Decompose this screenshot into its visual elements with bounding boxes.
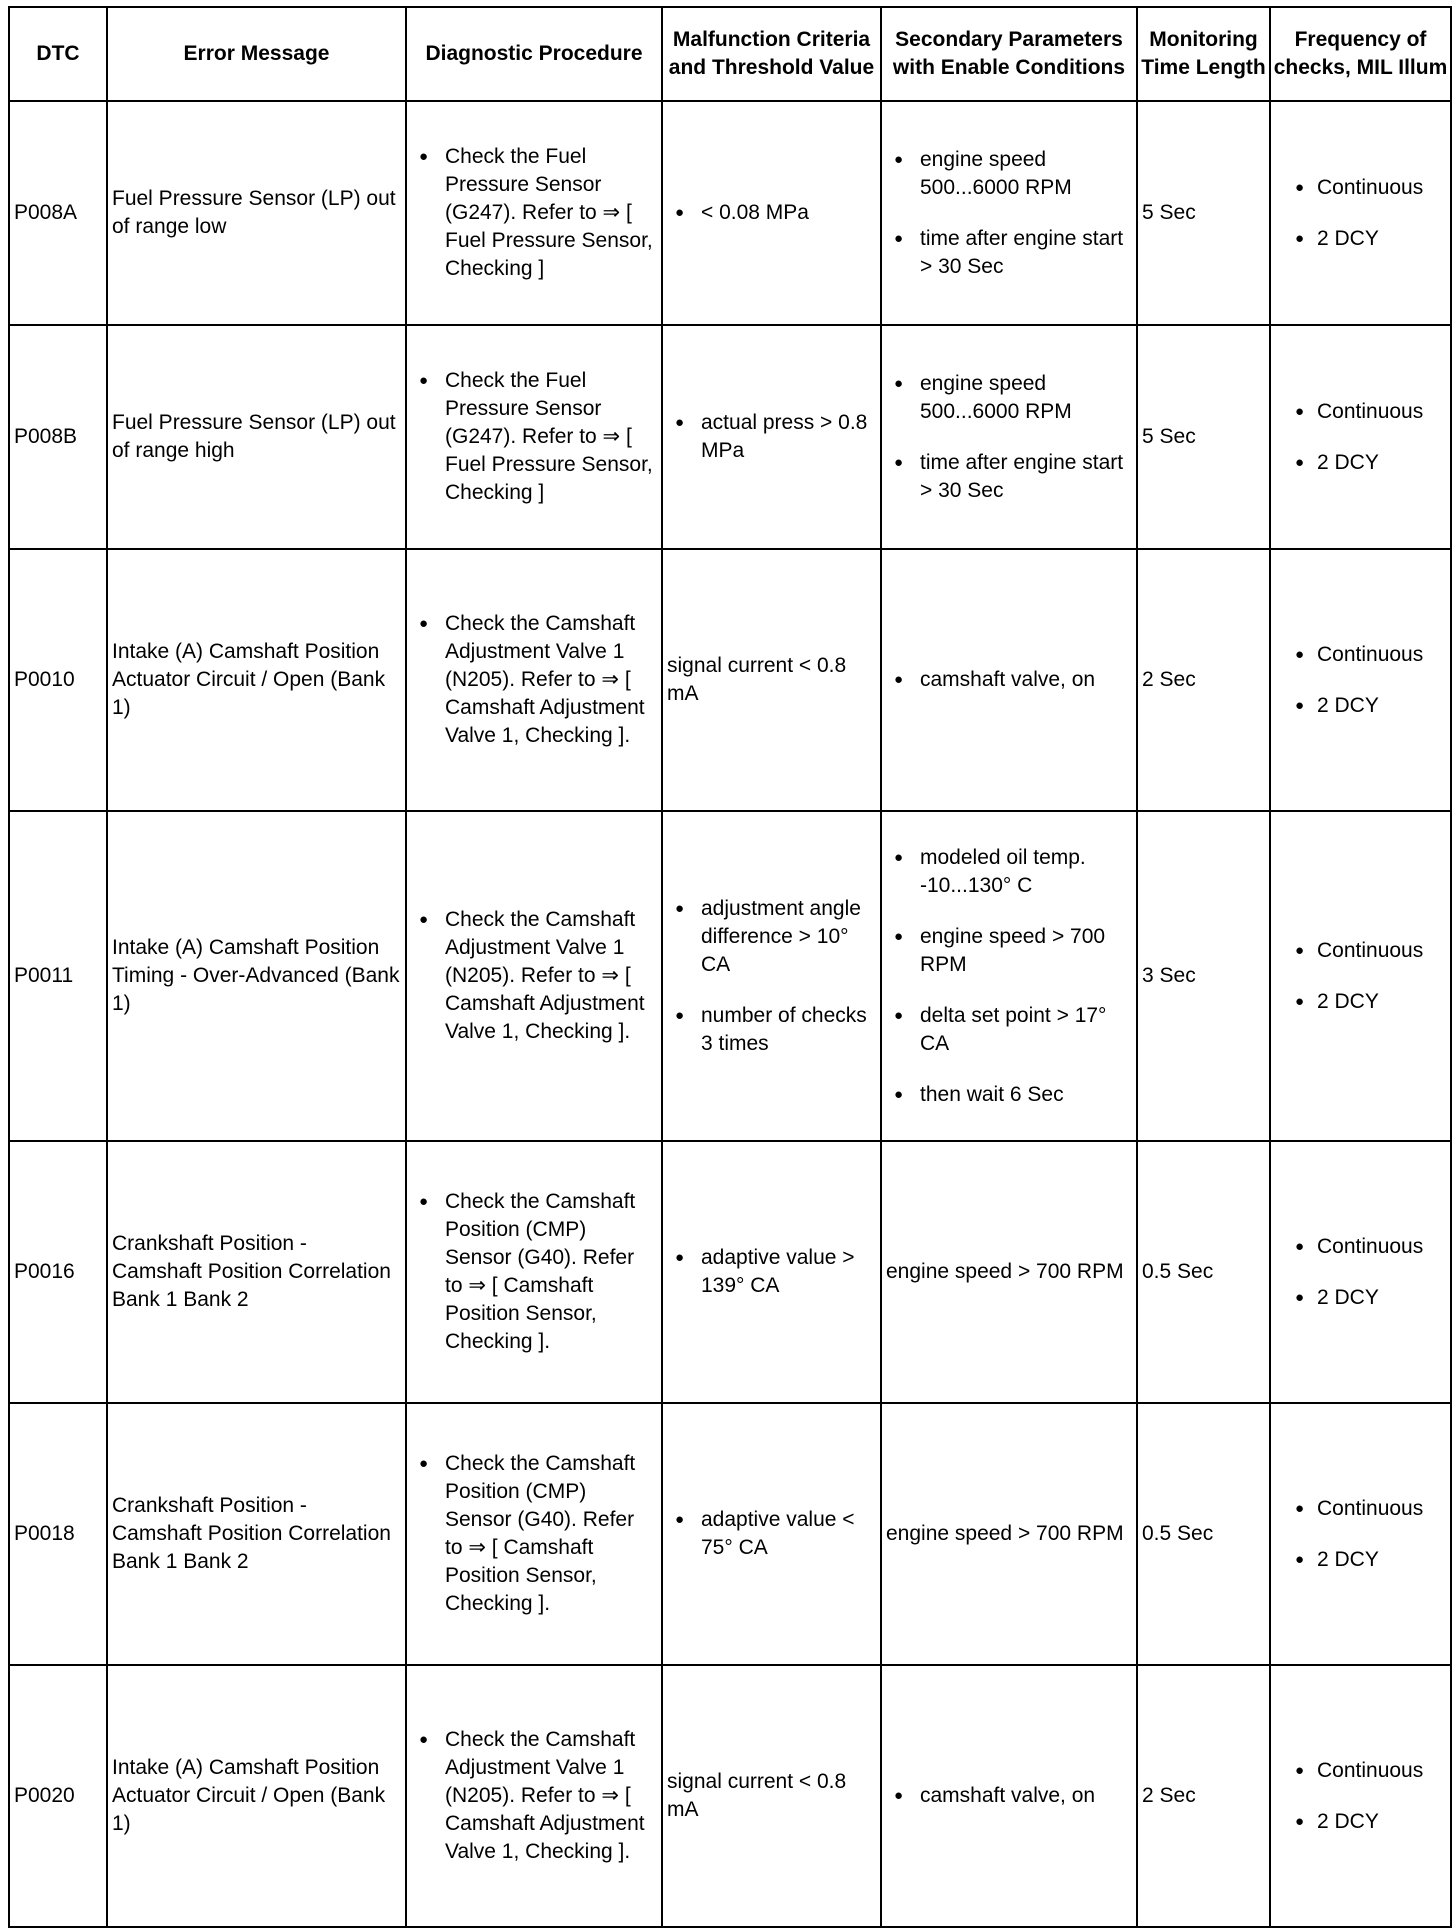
table-header bbox=[9, 7, 1451, 101]
procedure-list bbox=[411, 906, 657, 1046]
malfunction-criteria bbox=[662, 1403, 881, 1665]
list-item: ● Continuous bbox=[1275, 1757, 1446, 1785]
header-frequency: Frequency of checks, MIL Illum bbox=[1270, 7, 1451, 101]
table-body bbox=[9, 101, 1451, 1927]
table-row bbox=[9, 101, 1451, 325]
malfunction-criteria bbox=[662, 1141, 881, 1403]
list-item: ● Check the Camshaft Position (CMP) Sensor (G40). Refer to ⇒ [ Camshaft Position Sensor, Checking ]. bbox=[411, 1450, 657, 1618]
diagnostic-procedure bbox=[406, 101, 662, 325]
procedure-list bbox=[411, 143, 657, 283]
table-row bbox=[9, 325, 1451, 549]
secondary-parameters bbox=[881, 811, 1137, 1141]
criteria-list bbox=[667, 199, 876, 227]
monitoring-time: 0.5 Sec bbox=[1137, 1403, 1270, 1665]
frequency-list bbox=[1275, 1495, 1446, 1574]
secondary-list bbox=[886, 370, 1132, 505]
error-message: Fuel Pressure Sensor (LP) out of range low bbox=[107, 101, 406, 325]
list-item: ● 2 DCY bbox=[1275, 1546, 1446, 1574]
list-item: ● camshaft valve, on bbox=[886, 1782, 1132, 1810]
frequency bbox=[1270, 1141, 1451, 1403]
secondary-list bbox=[886, 1782, 1132, 1810]
table-row bbox=[9, 549, 1451, 811]
list-item: ● < 0.08 MPa bbox=[667, 199, 876, 227]
frequency bbox=[1270, 549, 1451, 811]
error-message: Intake (A) Camshaft Position Actuator Circuit / Open (Bank 1) bbox=[107, 549, 406, 811]
list-item: ● 2 DCY bbox=[1275, 1808, 1446, 1836]
error-message: Crankshaft Position - Camshaft Position Correlation Bank 1 Bank 2 bbox=[107, 1403, 406, 1665]
error-message: Crankshaft Position - Camshaft Position Correlation Bank 1 Bank 2 bbox=[107, 1141, 406, 1403]
list-item: ● 2 DCY bbox=[1275, 1284, 1446, 1312]
criteria-list bbox=[667, 409, 876, 465]
criteria-list bbox=[667, 1506, 876, 1562]
dtc-code: P0020 bbox=[9, 1665, 107, 1927]
list-item: ● time after engine start > 30 Sec bbox=[886, 225, 1132, 281]
list-item: ● Continuous bbox=[1275, 641, 1446, 669]
malfunction-criteria: signal current < 0.8 mA bbox=[662, 1665, 881, 1927]
header-error-message: Error Message bbox=[107, 7, 406, 101]
list-item: ● Check the Fuel Pressure Sensor (G247). Refer to ⇒ [ Fuel Pressure Sensor, Checking ] bbox=[411, 367, 657, 507]
secondary-parameters bbox=[881, 101, 1137, 325]
malfunction-criteria bbox=[662, 325, 881, 549]
monitoring-time: 0.5 Sec bbox=[1137, 1141, 1270, 1403]
list-item: ● Check the Camshaft Adjustment Valve 1 (N205). Refer to ⇒ [ Camshaft Adjustment Valve 1, Checking ]. bbox=[411, 610, 657, 750]
frequency-list bbox=[1275, 937, 1446, 1016]
list-item: ● engine speed 500...6000 RPM bbox=[886, 370, 1132, 426]
header-malfunction-criteria: Malfunction Criteria and Threshold Value bbox=[662, 7, 881, 101]
list-item: ● adaptive value > 139° CA bbox=[667, 1244, 876, 1300]
monitoring-time: 5 Sec bbox=[1137, 101, 1270, 325]
header-dtc: DTC bbox=[9, 7, 107, 101]
list-item: ● number of checks 3 times bbox=[667, 1002, 876, 1058]
frequency-list bbox=[1275, 641, 1446, 720]
frequency bbox=[1270, 325, 1451, 549]
list-item: ● actual press > 0.8 MPa bbox=[667, 409, 876, 465]
diagnostic-procedure bbox=[406, 549, 662, 811]
list-item: ● Check the Camshaft Adjustment Valve 1 (N205). Refer to ⇒ [ Camshaft Adjustment Valve 1, Checking ]. bbox=[411, 1726, 657, 1866]
table-row bbox=[9, 811, 1451, 1141]
malfunction-criteria bbox=[662, 101, 881, 325]
dtc-code: P0011 bbox=[9, 811, 107, 1141]
frequency bbox=[1270, 811, 1451, 1141]
malfunction-criteria bbox=[662, 811, 881, 1141]
secondary-list bbox=[886, 146, 1132, 281]
list-item: ● Continuous bbox=[1275, 1495, 1446, 1523]
secondary-parameters bbox=[881, 325, 1137, 549]
error-message: Fuel Pressure Sensor (LP) out of range high bbox=[107, 325, 406, 549]
secondary-parameters bbox=[881, 1665, 1137, 1927]
table-row bbox=[9, 1403, 1451, 1665]
frequency-list bbox=[1275, 174, 1446, 253]
diagnostic-procedure bbox=[406, 811, 662, 1141]
frequency bbox=[1270, 101, 1451, 325]
dtc-table bbox=[8, 6, 1452, 1928]
diagnostic-procedure bbox=[406, 325, 662, 549]
secondary-list bbox=[886, 844, 1132, 1109]
secondary-parameters: engine speed > 700 RPM bbox=[881, 1403, 1137, 1665]
frequency bbox=[1270, 1403, 1451, 1665]
list-item: ● 2 DCY bbox=[1275, 692, 1446, 720]
list-item: ● adaptive value < 75° CA bbox=[667, 1506, 876, 1562]
list-item: ● then wait 6 Sec bbox=[886, 1081, 1132, 1109]
procedure-list bbox=[411, 367, 657, 507]
list-item: ● Continuous bbox=[1275, 174, 1446, 202]
dtc-code: P0016 bbox=[9, 1141, 107, 1403]
list-item: ● engine speed 500...6000 RPM bbox=[886, 146, 1132, 202]
list-item: ● 2 DCY bbox=[1275, 225, 1446, 253]
monitoring-time: 2 Sec bbox=[1137, 549, 1270, 811]
procedure-list bbox=[411, 1188, 657, 1356]
secondary-parameters bbox=[881, 549, 1137, 811]
monitoring-time: 3 Sec bbox=[1137, 811, 1270, 1141]
malfunction-criteria: signal current < 0.8 mA bbox=[662, 549, 881, 811]
list-item: ● time after engine start > 30 Sec bbox=[886, 449, 1132, 505]
table-row bbox=[9, 1665, 1451, 1927]
procedure-list bbox=[411, 1450, 657, 1618]
list-item: ● Check the Camshaft Adjustment Valve 1 (N205). Refer to ⇒ [ Camshaft Adjustment Valve 1, Checking ]. bbox=[411, 906, 657, 1046]
list-item: ● 2 DCY bbox=[1275, 988, 1446, 1016]
diagnostic-procedure bbox=[406, 1403, 662, 1665]
error-message: Intake (A) Camshaft Position Actuator Circuit / Open (Bank 1) bbox=[107, 1665, 406, 1927]
header-monitoring-time: Monitoring Time Length bbox=[1137, 7, 1270, 101]
list-item: ● Continuous bbox=[1275, 937, 1446, 965]
frequency-list bbox=[1275, 1233, 1446, 1312]
dtc-code: P008A bbox=[9, 101, 107, 325]
monitoring-time: 2 Sec bbox=[1137, 1665, 1270, 1927]
error-message: Intake (A) Camshaft Position Timing - Over-Advanced (Bank 1) bbox=[107, 811, 406, 1141]
list-item: ● Check the Camshaft Position (CMP) Sensor (G40). Refer to ⇒ [ Camshaft Position Sensor, Checking ]. bbox=[411, 1188, 657, 1356]
dtc-code: P0010 bbox=[9, 549, 107, 811]
list-item: ● 2 DCY bbox=[1275, 449, 1446, 477]
frequency-list bbox=[1275, 398, 1446, 477]
list-item: ● camshaft valve, on bbox=[886, 666, 1132, 694]
header-secondary-parameters: Secondary Parameters with Enable Conditions bbox=[881, 7, 1137, 101]
dtc-code: P0018 bbox=[9, 1403, 107, 1665]
header-diagnostic-procedure: Diagnostic Procedure bbox=[406, 7, 662, 101]
frequency-list bbox=[1275, 1757, 1446, 1836]
diagnostic-procedure bbox=[406, 1141, 662, 1403]
monitoring-time: 5 Sec bbox=[1137, 325, 1270, 549]
list-item: ● Continuous bbox=[1275, 1233, 1446, 1261]
list-item: ● adjustment angle difference > 10° CA bbox=[667, 895, 876, 979]
table-row bbox=[9, 1141, 1451, 1403]
diagnostic-procedure bbox=[406, 1665, 662, 1927]
list-item: ● Check the Fuel Pressure Sensor (G247). Refer to ⇒ [ Fuel Pressure Sensor, Checking ] bbox=[411, 143, 657, 283]
list-item: ● Continuous bbox=[1275, 398, 1446, 426]
procedure-list bbox=[411, 610, 657, 750]
list-item: ● modeled oil temp. -10...130° C bbox=[886, 844, 1132, 900]
dtc-code: P008B bbox=[9, 325, 107, 549]
secondary-list bbox=[886, 666, 1132, 694]
criteria-list bbox=[667, 1244, 876, 1300]
frequency bbox=[1270, 1665, 1451, 1927]
criteria-list bbox=[667, 895, 876, 1058]
list-item: ● engine speed > 700 RPM bbox=[886, 923, 1132, 979]
list-item: ● delta set point > 17° CA bbox=[886, 1002, 1132, 1058]
secondary-parameters: engine speed > 700 RPM bbox=[881, 1141, 1137, 1403]
procedure-list bbox=[411, 1726, 657, 1866]
